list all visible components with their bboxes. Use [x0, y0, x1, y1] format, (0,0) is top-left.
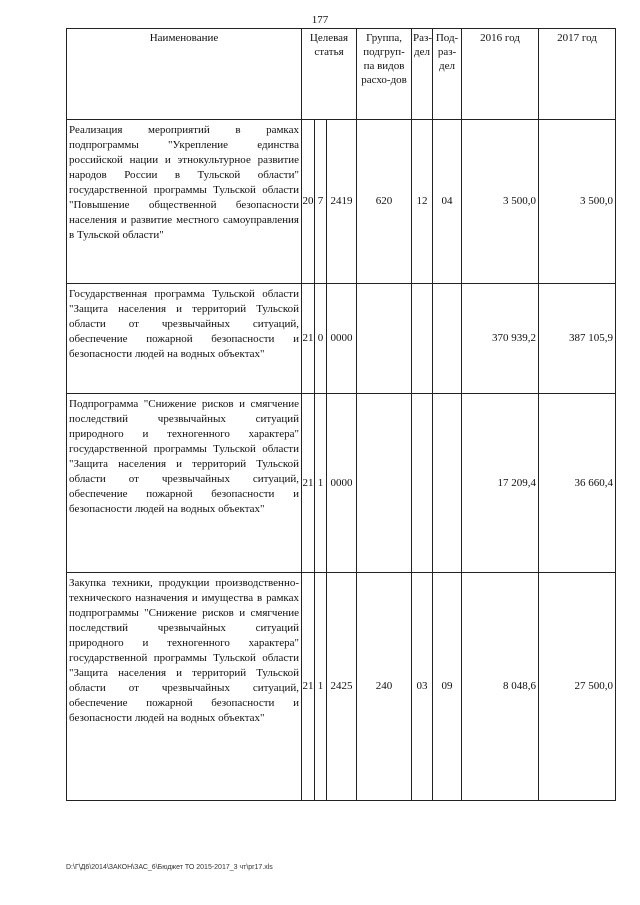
row-subsection: [433, 284, 462, 394]
row-2017: 27 500,0: [539, 573, 616, 801]
footer-file-path: D:\Г\Д6\2014\ЗАКОН\ЗАС_6\Бюджет ТО 2015-2017_3 чт\pr17.xls: [66, 864, 273, 871]
row-section: 03: [412, 573, 433, 801]
table-row: [67, 573, 616, 801]
page-number: 177: [311, 14, 329, 26]
row-target-1: 21: [302, 573, 315, 801]
header-2017: 2017 год: [539, 29, 616, 120]
header-name: Наименование: [67, 29, 302, 120]
row-section: 12: [412, 120, 433, 284]
row-group: 620: [357, 120, 412, 284]
header-subsection: Под-раз-дел: [433, 29, 462, 120]
row-section: [412, 284, 433, 394]
row-target-1: 21: [302, 394, 315, 573]
row-target-2: 1: [315, 573, 327, 801]
row-2016: 3 500,0: [462, 120, 539, 284]
row-section: [412, 394, 433, 573]
row-subsection: 04: [433, 120, 462, 284]
row-2016: 17 209,4: [462, 394, 539, 573]
row-name: Закупка техники, продукции производственно-технического назначения и имущества в рамках подпрограммы "Снижение рисков и смягчение последствий чрезвычайных ситуаций природного и техногенного характера" государственной программы Тульской области "Защита населения и территорий Тульской области от чрезвычайных ситуаций, обеспечение пожарной безопасности и безопасности людей на водных объектах": [67, 573, 302, 801]
row-name: Реализация мероприятий в рамках подпрограммы "Укрепление единства российской нации и этнокультурное развитие народов России в Тульской области" государственной программы Тульской области "Повышение общественной безопасности населения и развитие местного самоуправления в Тульской области": [67, 120, 302, 284]
header-section: Раз-дел: [412, 29, 433, 120]
row-group: 240: [357, 573, 412, 801]
row-target-2: 1: [315, 394, 327, 573]
table-row: [67, 120, 616, 284]
budget-table: [66, 28, 616, 801]
row-target-3: 0000: [327, 284, 357, 394]
row-target-3: 0000: [327, 394, 357, 573]
row-2017: 3 500,0: [539, 120, 616, 284]
row-target-3: 2419: [327, 120, 357, 284]
row-group: [357, 284, 412, 394]
row-target-3: 2425: [327, 573, 357, 801]
row-target-2: 0: [315, 284, 327, 394]
row-subsection: 09: [433, 573, 462, 801]
row-2017: 36 660,4: [539, 394, 616, 573]
row-name: Государственная программа Тульской области "Защита населения и территорий Тульской области от чрезвычайных ситуаций, обеспечение пожарной безопасности и безопасности людей на водных объектах": [67, 284, 302, 394]
row-2016: 370 939,2: [462, 284, 539, 394]
header-expense-group: Группа, подгруп-па видов расхо-дов: [357, 29, 412, 120]
row-target-1: 20: [302, 120, 315, 284]
row-subsection: [433, 394, 462, 573]
table-row: [67, 284, 616, 394]
header-target-article: Целевая статья: [302, 29, 357, 120]
table-row: [67, 394, 616, 573]
header-row: [67, 29, 616, 120]
row-name: Подпрограмма "Снижение рисков и смягчение последствий чрезвычайных ситуаций природного и техногенного характера" государственной программы Тульской области "Защита населения и территорий Тульской области от чрезвычайных ситуаций, обеспечение пожарной безопасности и безопасности людей на водных объектах": [67, 394, 302, 573]
row-2017: 387 105,9: [539, 284, 616, 394]
row-2016: 8 048,6: [462, 573, 539, 801]
row-target-2: 7: [315, 120, 327, 284]
row-group: [357, 394, 412, 573]
row-target-1: 21: [302, 284, 315, 394]
header-2016: 2016 год: [462, 29, 539, 120]
